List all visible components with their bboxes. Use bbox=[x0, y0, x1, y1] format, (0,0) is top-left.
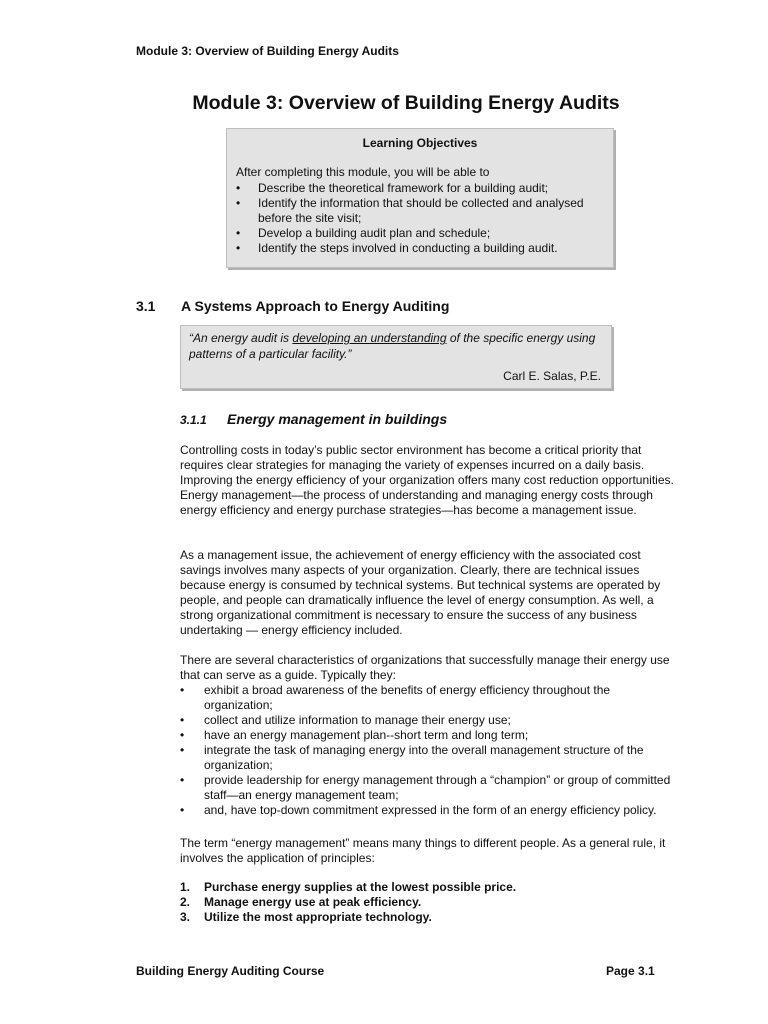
list-item: • exhibit a broad awareness of the benefits of energy efficiency throughout the organization; bbox=[180, 683, 680, 713]
learning-objectives-heading: Learning Objectives bbox=[362, 136, 478, 150]
objective-item: • Identify the steps involved in conducting a building audit. bbox=[227, 241, 613, 256]
principle-number: 1. bbox=[180, 880, 191, 894]
characteristics-list bbox=[180, 683, 680, 818]
list-item: • provide leadership for energy management through a “champion” or group of committed staff—an energy management team; bbox=[180, 773, 680, 803]
principles-list bbox=[180, 880, 680, 925]
principle-text: Utilize the most appropriate technology. bbox=[204, 910, 432, 924]
list-item: • and, have top-down commitment expressed in the form of an energy efficiency policy. bbox=[180, 803, 680, 818]
quote-author: Carl E. Salas, P.E. bbox=[503, 369, 601, 383]
objective-item: • Describe the theoretical framework for a building audit; bbox=[227, 181, 613, 196]
quote-text-underlined: developing an understanding bbox=[292, 331, 447, 345]
principle-item bbox=[180, 895, 680, 910]
page-title: Module 3: Overview of Building Energy Audits bbox=[192, 92, 620, 114]
principle-number: 2. bbox=[180, 895, 191, 909]
subsection-number: 3.1.1 bbox=[180, 413, 207, 427]
paragraph: Controlling costs in today’s public sector environment has become a critical priority that requires clear strategies for managing the variety of expenses incurred on a daily basis. Improving the energy efficiency of your organization offers many cost reduction opportunities. Energy management—the process of understanding and managing energy costs through energy efficiency and energy purchase strategies—has become a management issue. bbox=[180, 443, 674, 517]
footer-page-number: Page 3.1 bbox=[606, 964, 655, 978]
quote-text-before: “An energy audit is bbox=[189, 331, 293, 345]
subsection-title: Energy management in buildings bbox=[227, 411, 448, 427]
section-title: A Systems Approach to Energy Auditing bbox=[181, 298, 450, 314]
principle-item bbox=[180, 910, 680, 925]
learning-objectives-box bbox=[226, 128, 614, 268]
principle-text: Purchase energy supplies at the lowest possible price. bbox=[204, 880, 517, 894]
list-item: • integrate the task of managing energy into the overall management structure of the organization; bbox=[180, 743, 680, 773]
principle-item bbox=[180, 880, 680, 895]
principle-number: 3. bbox=[180, 910, 191, 924]
list-item: • have an energy management plan--short term and long term; bbox=[180, 728, 680, 743]
objective-item: • Develop a building audit plan and schedule; bbox=[227, 226, 613, 241]
footer-course-title: Building Energy Auditing Course bbox=[136, 964, 325, 978]
objective-item: • Identify the information that should be collected and analysed before the site visit; bbox=[227, 196, 613, 226]
quote-box bbox=[180, 325, 612, 389]
list-item: • collect and utilize information to manage their energy use; bbox=[180, 713, 680, 728]
learning-objectives-list bbox=[227, 181, 613, 256]
quote-text bbox=[189, 330, 599, 362]
paragraph: As a management issue, the achievement of energy efficiency with the associated cost savings involves many aspects of your organization. Clearly, there are technical issues because energy is consumed by technical systems. But technical systems are operated by people, and people can dramatically influence the level of energy consumption. As well, a strong organizational commitment is necessary to ensure the success of any business undertaking — energy efficiency included. bbox=[180, 548, 661, 637]
paragraph: The term “energy management” means many things to different people. As a general rule, it involves the application of principles: bbox=[180, 836, 666, 865]
quote-text-after: of the specific energy using patterns of a particular facility.” bbox=[189, 331, 596, 361]
section-number: 3.1 bbox=[136, 298, 156, 314]
running-header: Module 3: Overview of Building Energy Audits bbox=[136, 44, 399, 58]
learning-objectives-intro: After completing this module, you will be able to bbox=[236, 165, 490, 179]
paragraph: There are several characteristics of organizations that successfully manage their energy use that can serve as a guide. Typically they: bbox=[180, 653, 670, 682]
principle-text: Manage energy use at peak efficiency. bbox=[204, 895, 422, 909]
